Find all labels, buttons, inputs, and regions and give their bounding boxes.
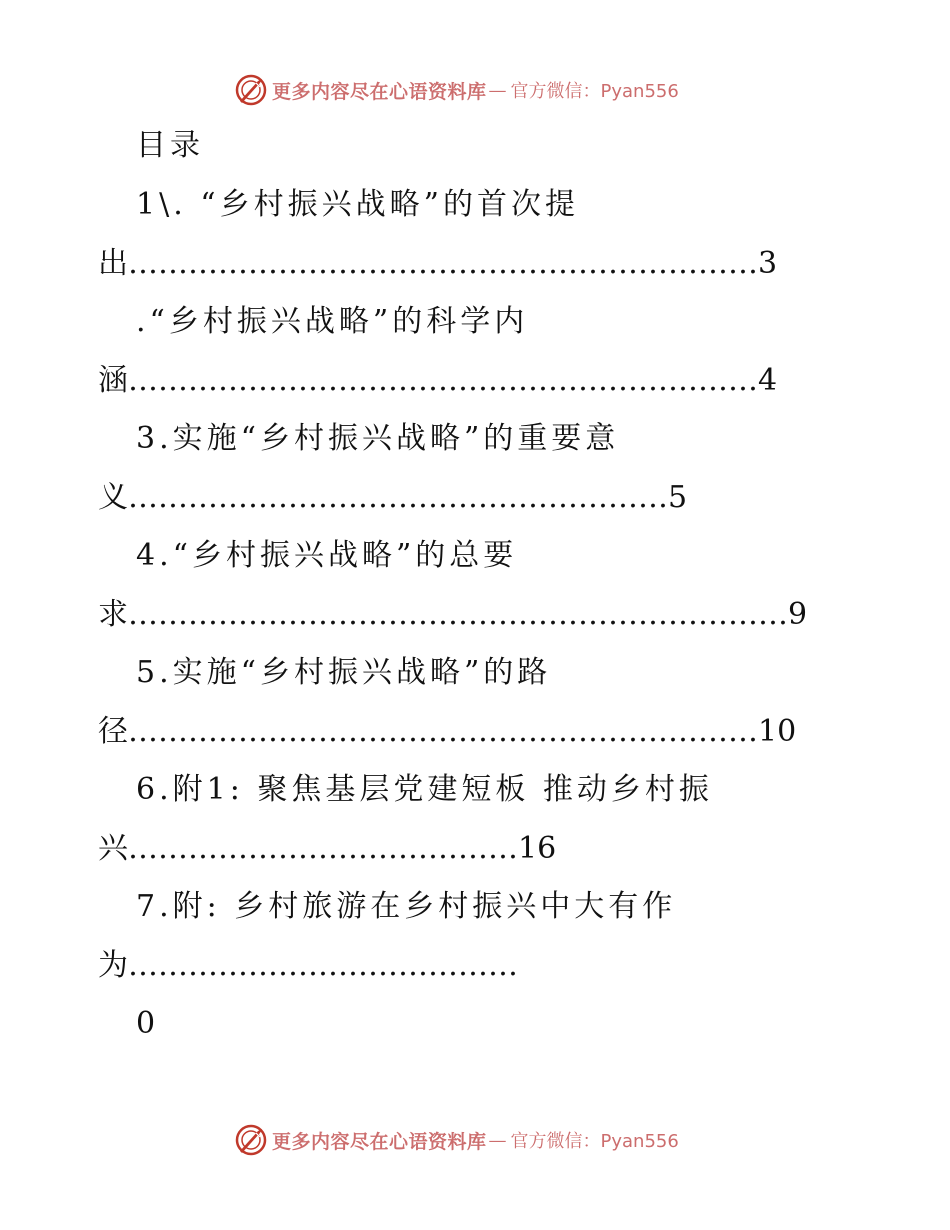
toc-entry-1-tail (98, 244, 777, 284)
toc-entry-5-tail-text: 径………………………………………………………10 (98, 714, 797, 749)
toc-entry-2-tail (98, 361, 777, 401)
banner-main-text: 更多内容尽在心语资料库 (272, 1130, 487, 1153)
toc-entry-7-page: 0 (136, 1006, 160, 1041)
toc-entry-6-tail-text: 兴…………………………………16 (98, 831, 557, 866)
toc-entry-5-tail (98, 712, 796, 752)
toc-entry-4-tail-text: 求…………………………………………………………9 (98, 597, 808, 632)
toc-entry-3-title: 3.实施“乡村振兴战略”的重要意 (136, 421, 620, 456)
quill-pen-logo-icon (234, 1123, 268, 1157)
banner-dash: — (488, 79, 507, 101)
toc-entry-3-tail (98, 478, 687, 518)
toc-entry-1-title: 1\. “乡村振兴战略”的首次提 (136, 187, 579, 222)
toc-entry-6-tail (98, 829, 556, 869)
toc-entry-4-tail (98, 595, 807, 635)
quill-pen-logo-icon (234, 73, 268, 107)
toc-entry-5-title: 5.实施“乡村振兴战略”的路 (136, 655, 552, 690)
banner-main-text: 更多内容尽在心语资料库 (272, 80, 487, 103)
toc-entry-4-title: 4.“乡村振兴战略”的总要 (136, 538, 518, 573)
toc-entry-7-tail-text: 为………………………………… (98, 948, 518, 983)
banner-sub-text: 官方微信：Pyan556 (510, 81, 679, 102)
toc-entry-2-tail-text: 涵………………………………………………………4 (98, 363, 778, 398)
toc-entry-7-tail (98, 946, 518, 986)
toc-entry-6-title: 6.附1: 聚焦基层党建短板 推动乡村振 (136, 772, 713, 807)
toc-entry-2-title: .“乡村振兴战略”的科学内 (136, 304, 529, 339)
toc-entry-1-tail-text: 出………………………………………………………3 (98, 246, 778, 281)
header-banner (234, 72, 679, 108)
toc-entry-7-title: 7.附: 乡村旅游在乡村振兴中大有作 (136, 889, 677, 924)
toc-heading: 目录 (136, 128, 204, 163)
toc-entry-3-tail-text: 义………………………………………………5 (98, 480, 688, 515)
banner-sub-text: 官方微信：Pyan556 (510, 1131, 679, 1152)
footer-banner (234, 1122, 679, 1158)
banner-dash: — (488, 1129, 507, 1151)
